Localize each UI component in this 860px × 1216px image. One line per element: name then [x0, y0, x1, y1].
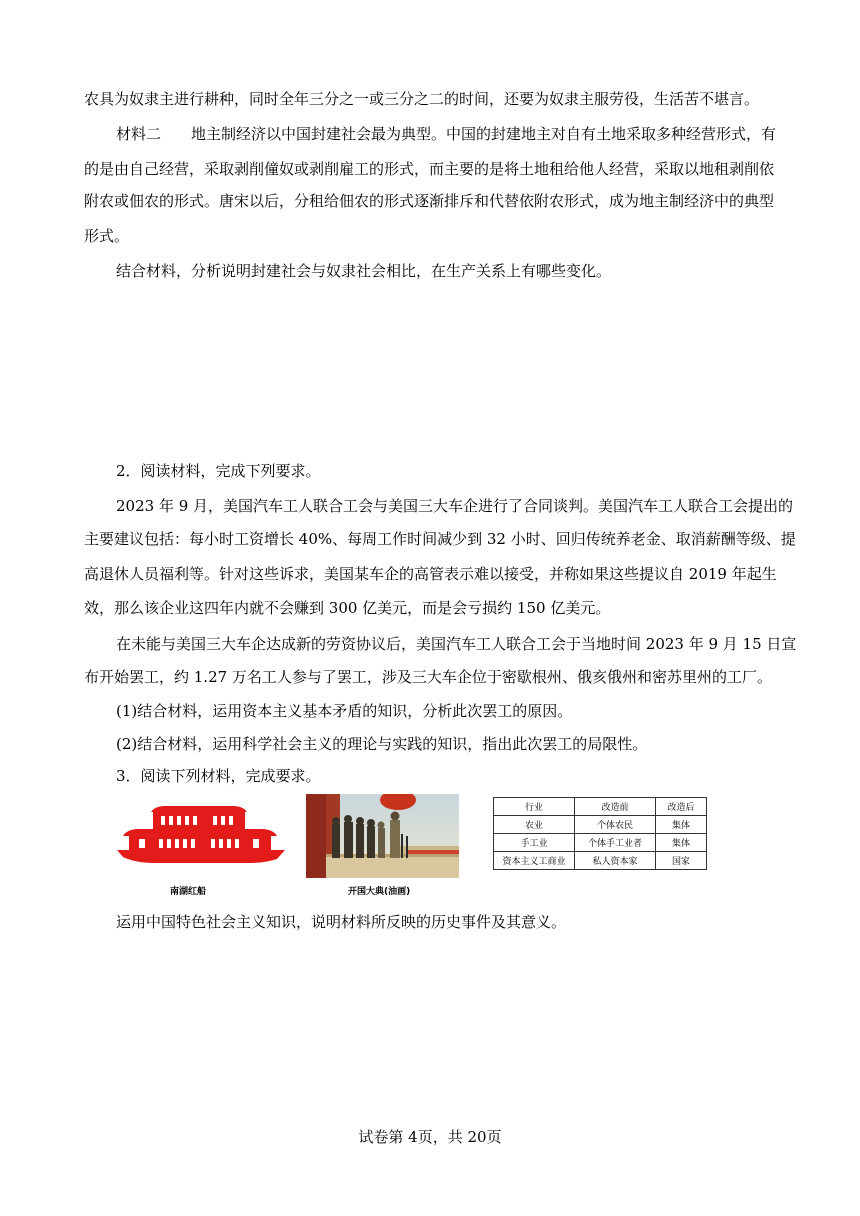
table-row [494, 834, 707, 852]
q2-sub1: (1)结合材料，运用资本主义基本矛盾的知识，分析此次罢工的原因。 [116, 702, 573, 720]
table-header-cell: 改造前 [575, 798, 656, 816]
material1-tail: 农具为奴隶主进行耕种，同时全年三分之一或三分之二的时间，还要为奴隶主服劳役，生活苦不堪言。 [84, 90, 760, 108]
table-row [494, 816, 707, 834]
q3-heading: 3．阅读下列材料，完成要求。 [116, 767, 321, 785]
table-cell: 个体手工业者 [575, 834, 656, 852]
caption-founding-ceremony: 开国大典(油画) [348, 887, 411, 897]
caption-nanhu-boat: 南湖红船 [170, 887, 207, 897]
founding-ceremony-painting [306, 794, 459, 878]
q2-p2-line2: 布开始罢工，约 1.27 万名工人参与了罢工，涉及三大车企位于密歇根州、俄亥俄州和密苏里州的工厂。 [84, 668, 772, 686]
table-header-row [494, 798, 707, 816]
q2-p1-line4: 效，那么该企业这四年内就不会赚到 300 亿美元，而是会亏损约 150 亿美元。 [84, 599, 611, 617]
q2-sub2: (2)结合材料，运用科学社会主义的理论与实践的知识，指出此次罢工的局限性。 [116, 735, 648, 753]
nanhu-red-boat-image [115, 799, 290, 877]
reform-table [493, 797, 707, 870]
table-header-cell: 行业 [494, 798, 575, 816]
q2-p1-line1: 2023 年 9 月，美国汽车工人联合工会与美国三大车企进行了合同谈判。美国汽车工人联合工会提出的 [116, 497, 794, 515]
table-row [494, 852, 707, 870]
page-footer: 试卷第 4页，共 20页 [358, 1128, 502, 1146]
table-cell: 个体农民 [575, 816, 656, 834]
q2-p2-line1: 在未能与美国三大车企达成新的劳资协议后，美国汽车工人联合工会于当地时间 2023 年 9 月 15 日宣 [116, 635, 797, 653]
material2-line3: 附农或佃农的形式。唐宋以后，分租给佃农的形式逐渐排斥和代替依附农形式，成为地主制经济中的典型 [84, 192, 775, 210]
q3-prompt: 运用中国特色社会主义知识，说明材料所反映的历史事件及其意义。 [116, 913, 567, 931]
q2-p1-line2: 主要建议包括：每小时工资增长 40%、每周工作时间减少到 32 小时、回归传统养老金、取消薪酬等级、提 [84, 530, 796, 548]
q2-heading: 2．阅读材料，完成下列要求。 [116, 462, 321, 480]
q2-p1-line3: 高退休人员福利等。针对这些诉求，美国某车企的高管表示难以接受，并称如果这些提议自 2019 年起生 [84, 565, 777, 583]
table-cell: 农业 [494, 816, 575, 834]
q1-prompt: 结合材料，分析说明封建社会与奴隶社会相比，在生产关系上有哪些变化。 [116, 262, 612, 280]
table-cell: 资本主义工商业 [494, 852, 575, 870]
table-cell: 手工业 [494, 834, 575, 852]
table-cell: 集体 [656, 834, 707, 852]
material2-line1: 材料二 地主制经济以中国封建社会最为典型。中国的封建地主对自有土地采取多种经营形式，有 [116, 125, 777, 143]
table-cell: 私人资本家 [575, 852, 656, 870]
table-header-cell: 改造后 [656, 798, 707, 816]
material2-line4: 形式。 [84, 227, 130, 245]
table-cell: 集体 [656, 816, 707, 834]
material2-label: 材料二 [116, 125, 162, 143]
table-cell: 国家 [656, 852, 707, 870]
material2-line2: 的是由自己经营，采取剥削僮奴或剥削雇工的形式，而主要的是将土地租给他人经营，采取以地租剥削依 [84, 160, 775, 178]
